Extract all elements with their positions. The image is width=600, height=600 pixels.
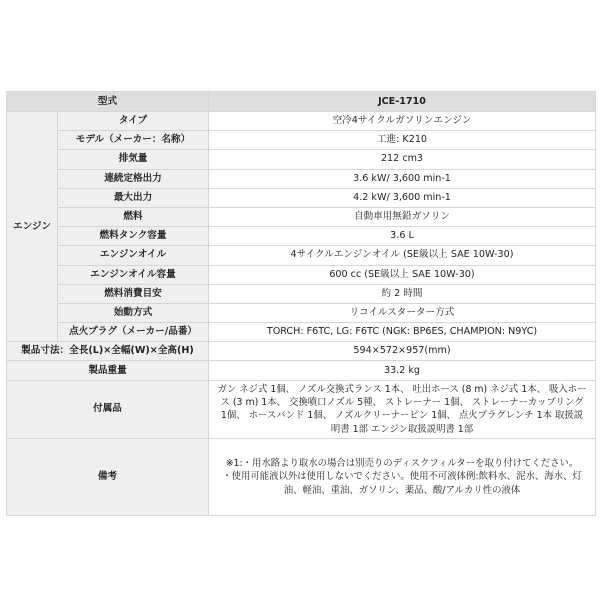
row-label: 燃料タンク容量 [58, 227, 209, 246]
table-row [7, 207, 596, 226]
notes-value [209, 439, 596, 516]
spec-table [6, 91, 596, 516]
model-label: 型式 [7, 92, 209, 112]
table-row [7, 246, 596, 265]
row-label: 連続定格出力 [58, 169, 209, 188]
table-row [7, 227, 596, 246]
table-row [7, 112, 596, 131]
model-value: JCE-1710 [209, 92, 596, 112]
row-value: 4.2 kW/ 3,600 min-1 [209, 188, 596, 207]
table-row [7, 150, 596, 169]
row-label: エンジンオイル容量 [58, 265, 209, 284]
table-row [7, 169, 596, 188]
row-value: 自動車用無鉛ガソリン [209, 207, 596, 226]
notes-label: 備考 [7, 439, 209, 516]
table-row [7, 303, 596, 322]
row-value: リコイルスターター方式 [209, 303, 596, 322]
row-label: 始動方式 [58, 303, 209, 322]
dimensions-row [7, 342, 596, 361]
row-value: 4サイクルエンジンオイル (SE級以上 SAE 10W-30) [209, 246, 596, 265]
row-value: 3.6 kW/ 3,600 min-1 [209, 169, 596, 188]
accessories-row [7, 380, 596, 438]
row-label: 排気量 [58, 150, 209, 169]
table-row [7, 131, 596, 150]
row-label: 点火プラグ（メーカー/品番） [58, 323, 209, 342]
weight-row [7, 361, 596, 380]
engine-group-label: エンジン [7, 112, 58, 342]
accessories-value: ガン ネジ式 1個、 ノズル交換式ランス 1本、 吐出ホース (8 m) ネジ式 1本、 吸入ホース (3 m) 1本、 交換噴口ノズル 5種、 ストレーナー 1個、 ストレーナーカップリング 1個、 ホースバンド 1個、 ノズルクリーナーピン 1個、 点火プラグレンチ 1本 取扱説明書 1部 エンジン取扱説明書 1部 [209, 380, 596, 438]
row-value: 212 cm3 [209, 150, 596, 169]
accessories-label: 付属品 [7, 380, 209, 438]
row-label: モデル（メーカー：名称） [58, 131, 209, 150]
row-value: 600 cc (SE級以上 SAE 10W-30) [209, 265, 596, 284]
row-value: 工進: K210 [209, 131, 596, 150]
row-value: 約 2 時間 [209, 284, 596, 303]
dimensions-label: 製品寸法：全長(L)×全幅(W)×全高(H) [7, 342, 209, 361]
table-row [7, 284, 596, 303]
weight-value: 33.2 kg [209, 361, 596, 380]
weight-label: 製品重量 [7, 361, 209, 380]
row-label: エンジンオイル [58, 246, 209, 265]
row-label: 燃料消費目安 [58, 284, 209, 303]
note-line-1: ※1:・用水路より取水の場合は別売りのディスクフィルターを取り付けてください。 [225, 457, 579, 469]
row-value: 3.6 L [209, 227, 596, 246]
row-label: 燃料 [58, 207, 209, 226]
notes-row [7, 439, 596, 516]
table-row [7, 265, 596, 284]
table-row [7, 188, 596, 207]
row-value: TORCH: F6TC, LG: F6TC (NGK: BP6ES, CHAMPION: N9YC) [209, 323, 596, 342]
note-line-2: ・使用可能液以外は使用しないでください。使用不可液体例:飲料水、泥水、海水、灯油、軽油、重油、ガソリン、薬品、酸/アルカリ性の液体 [222, 471, 582, 496]
row-value: 空冷4サイクルガソリンエンジン [209, 112, 596, 131]
dimensions-value: 594×572×957(mm) [209, 342, 596, 361]
table-row [7, 323, 596, 342]
row-label: タイプ [58, 112, 209, 131]
row-label: 最大出力 [58, 188, 209, 207]
table-header-row [7, 92, 596, 112]
